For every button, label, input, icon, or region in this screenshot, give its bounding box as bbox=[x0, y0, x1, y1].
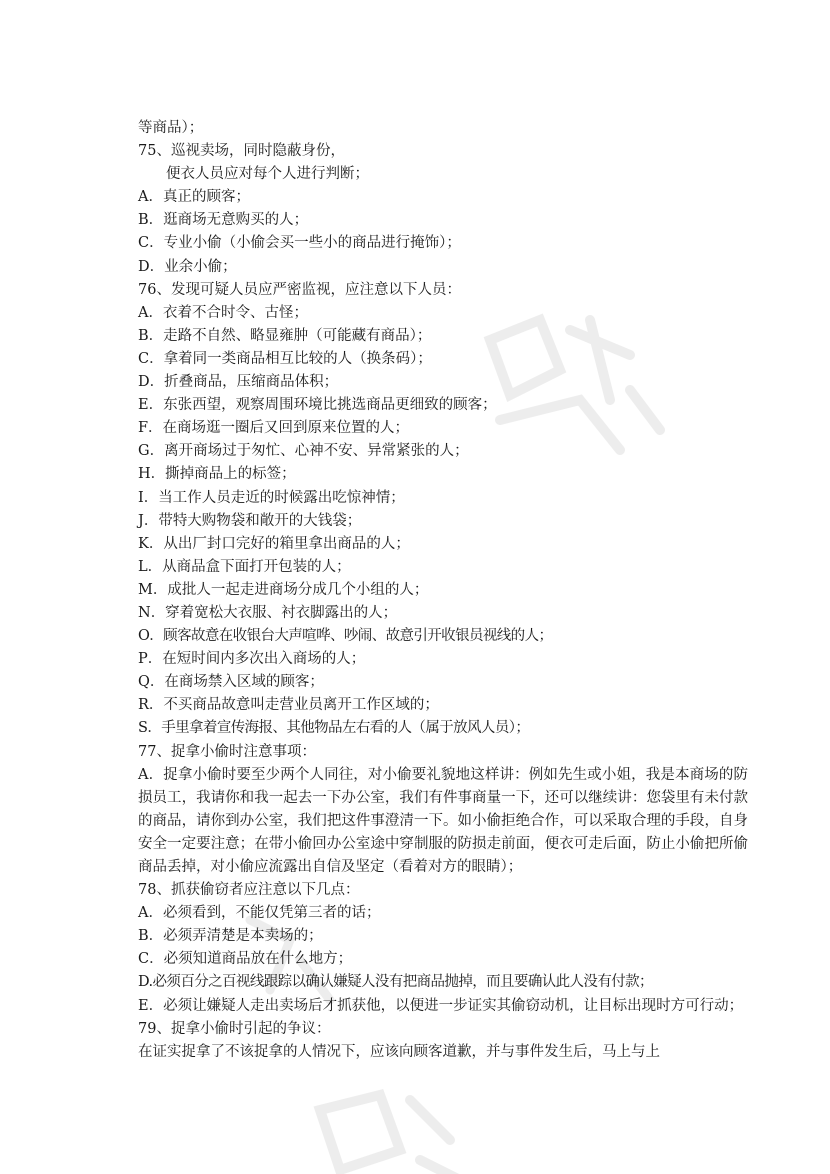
list-item: K．从出厂封口完好的箱里拿出商品的人； bbox=[138, 535, 410, 552]
watermark-logo-icon bbox=[300, 1080, 470, 1174]
list-item: Q．在商场禁入区域的顾客； bbox=[138, 674, 324, 691]
paragraph-79: 在证实捉拿了不该捉拿的人情况下，应该向顾客道歉，并与事件发生后，马上与上 bbox=[138, 1043, 660, 1060]
list-item: D．折叠商品，压缩商品体积； bbox=[138, 374, 339, 391]
list-item: O．顾客故意在收银台大声喧哗、吵闹、故意引开收银员视线的人； bbox=[138, 628, 553, 645]
list-item: C．专业小偷（小偷会买一些小的商品进行掩饰）； bbox=[138, 235, 461, 252]
list-item: B．走路不自然、略显雍肿（可能藏有商品）； bbox=[138, 327, 432, 344]
list-item: P．在短时间内多次出入商场的人； bbox=[138, 651, 366, 668]
list-item: S．手里拿着宣传海报、其他物品左右看的人（属于放风人员）； bbox=[138, 720, 530, 737]
list-item: J．带特大购物袋和敞开的大钱袋； bbox=[138, 512, 362, 529]
list-item: B．逛商场无意购买的人； bbox=[138, 212, 309, 229]
text-line: 等商品）； bbox=[138, 120, 204, 136]
list-item: E．东张西望，观察周围环境比挑选商品更细致的顾客； bbox=[138, 397, 497, 414]
text-line: 便衣人员应对每个人进行判断； bbox=[166, 166, 369, 183]
list-item: A．衣着不合时令、古怪； bbox=[138, 304, 308, 321]
list-item: A．真正的顾客； bbox=[138, 189, 250, 206]
list-item: B．必须弄清楚是本卖场的； bbox=[138, 928, 323, 945]
list-item: C．拿着同一类商品相互比较的人（换条码）； bbox=[138, 350, 432, 367]
list-item: G．离开商场过于匆忙、心神不安、异常紧张的人； bbox=[138, 443, 469, 460]
list-item: D．业余小偷； bbox=[138, 258, 237, 275]
paragraph-77a: A．捉拿小偷时要至少两个人同往，对小偷要礼貌地这样讲：例如先生或小姐，我是本商场的防损员工，我请你和我一起去一下办公室，我们有件事商量一下，还可以继续讲：您袋里有未付款的商品，请你到办公室，我们把这件事澄清一下。如小偷拒绝合作，可以采取合理的手段，自身安全一定要注意；在带小偷回办公室途中穿制服的防损走前面，便衣可走后面，防止小偷把所偷商品丢掉，对小偷应流露出自信及坚定（看着对方的眼睛）； bbox=[138, 766, 748, 875]
list-item: C．必须知道商品放在什么地方； bbox=[138, 951, 353, 968]
section-heading-76: 76、发现可疑人员应严密监视，应注意以下人员： bbox=[138, 281, 461, 298]
list-item: D.必须百分之百视线跟踪以确认嫌疑人没有把商品抛掉，而且要确认此人没有付款； bbox=[138, 974, 653, 991]
document-body bbox=[138, 117, 748, 1064]
list-item: F．在商场逛一圈后又回到原来位置的人； bbox=[138, 420, 410, 437]
list-item: A．必须看到，不能仅凭第三者的话； bbox=[138, 905, 381, 922]
list-item: I．当工作人员走近的时候露出吃惊神情； bbox=[138, 489, 405, 506]
section-heading-78: 78、抓获偷窃者应注意以下几点： bbox=[138, 882, 360, 899]
section-heading-77: 77、捉拿小偷时注意事项： bbox=[138, 743, 316, 760]
section-heading-75: 75、巡视卖场，同时隐蔽身份， bbox=[138, 143, 345, 160]
list-item: R．不买商品故意叫走营业员离开工作区域的； bbox=[138, 697, 439, 714]
list-item: H．撕掉商品上的标签； bbox=[138, 466, 296, 483]
list-item: L．从商品盒下面打开包装的人； bbox=[138, 558, 351, 575]
list-item: M．成批人一起走进商场分成几个小组的人； bbox=[138, 581, 429, 598]
section-heading-79: 79、捉拿小偷时引起的争议： bbox=[138, 1020, 331, 1037]
paragraph-78e: E．必须让嫌疑人走出卖场后才抓获他，以便进一步证实其偷窃动机，让目标出现时方可行动； bbox=[138, 997, 744, 1014]
list-item: N．穿着宽松大衣服、衬衣脚露出的人； bbox=[138, 604, 398, 621]
